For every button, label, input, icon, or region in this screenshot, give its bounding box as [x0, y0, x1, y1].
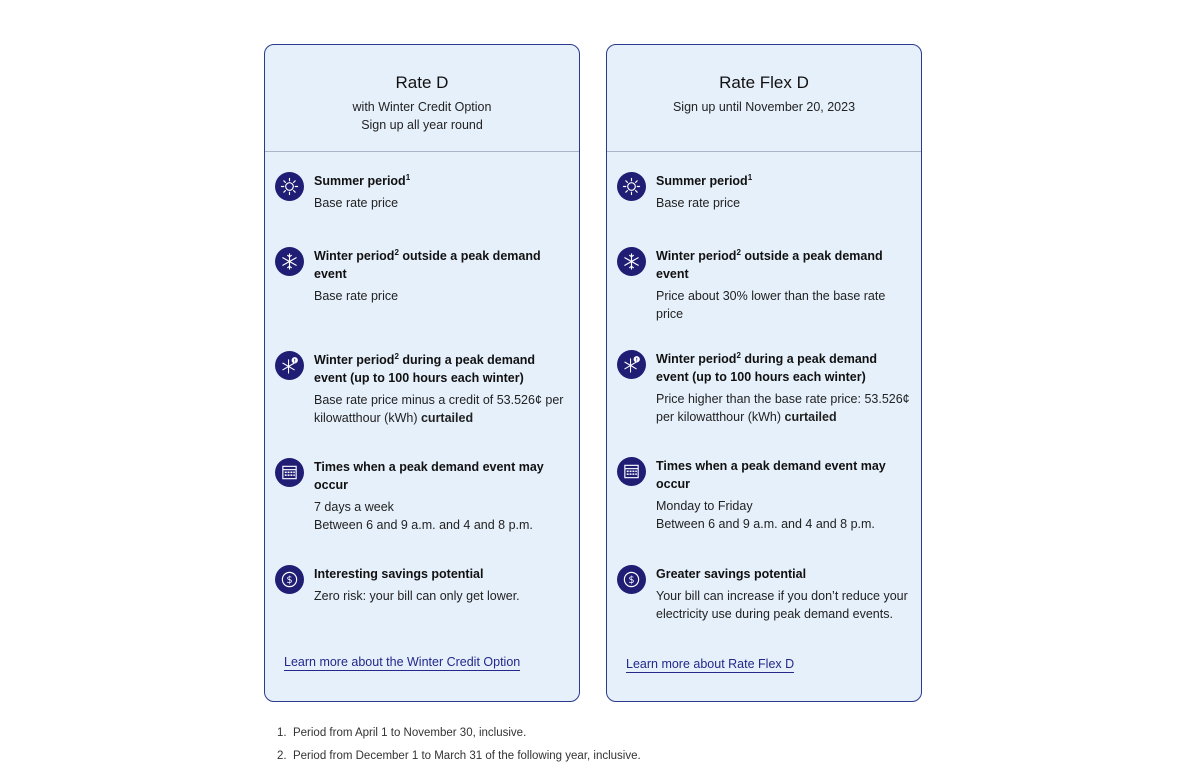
feature-title: Summer period$^1$ — [314, 172, 411, 188]
calendar-icon — [617, 457, 646, 486]
feature-winter-peak — [275, 351, 571, 427]
feature-summer — [617, 172, 913, 212]
feature-winter-off-peak — [617, 247, 913, 323]
dollar-icon — [275, 565, 304, 594]
feature-summer — [275, 172, 571, 212]
card-title: Rate D — [395, 73, 449, 92]
card-subtitle: Sign up until November 20, 2023 — [672, 100, 856, 114]
feature-description: Base rate price minus a credit of 53.526¢ per kilowatthour (kWh) curtailed — [314, 393, 564, 425]
feature-peak-times — [275, 458, 571, 534]
rate-d-card — [264, 44, 580, 702]
feature-peak-times — [617, 457, 913, 533]
card-title: Rate Flex D — [719, 73, 809, 92]
feature-description: Price about 30% lower than the base rate price — [656, 289, 886, 321]
feature-title: Winter period$^2$ during a peak demand event (up to 100 hours each winter) — [656, 350, 878, 384]
feature-description: Your bill can increase if you don’t reduce your electricity use during peak demand events. — [656, 589, 908, 621]
feature-winter-peak — [617, 350, 913, 426]
card-subtitle: with Winter Credit Option — [352, 100, 492, 114]
feature-title: Greater savings potential — [656, 567, 807, 581]
feature-title: Times when a peak demand event may occur — [656, 459, 886, 491]
feature-description: 7 days a week Between 6 and 9 a.m. and 4 and 8 p.m. — [314, 500, 533, 532]
feature-description: Monday to Friday Between 6 and 9 a.m. and 4 and 8 p.m. — [656, 499, 875, 531]
feature-savings — [275, 565, 571, 605]
feature-description: Zero risk: your bill can only get lower. — [314, 589, 520, 603]
learn-more-winter-credit-link[interactable]: Learn more about the Winter Credit Option — [284, 655, 521, 669]
sun-icon — [617, 172, 646, 201]
feature-description: Base rate price — [656, 196, 741, 210]
card-header — [607, 45, 921, 152]
card-subtitle-secondary: Sign up all year round — [361, 118, 483, 132]
feature-description: Base rate price — [314, 289, 399, 303]
snowflake-icon — [275, 247, 304, 276]
rate-flex-d-card — [606, 44, 922, 702]
feature-description: Base rate price — [314, 196, 399, 210]
feature-winter-off-peak — [275, 247, 571, 305]
feature-description: Price higher than the base rate price: 53.526¢ per kilowatthour (kWh) curtailed — [656, 392, 910, 424]
footnote-1: 1. Period from April 1 to November 30, inclusive. — [277, 727, 527, 739]
calendar-icon — [275, 458, 304, 487]
feature-title: Winter period$^2$ during a peak demand event (up to 100 hours each winter) — [314, 351, 536, 385]
sun-icon — [275, 172, 304, 201]
snowflake-alert-icon — [275, 351, 304, 380]
learn-more-rate-flex-d-link[interactable]: Learn more about Rate Flex D — [626, 657, 795, 671]
card-header — [265, 45, 579, 152]
feature-title: Winter period$^2$ outside a peak demand event — [314, 247, 541, 281]
feature-title: Winter period$^2$ outside a peak demand event — [656, 247, 883, 281]
snowflake-alert-icon — [617, 350, 646, 379]
footnote-2: 2. Period from December 1 to March 31 of the following year, inclusive. — [277, 750, 641, 762]
feature-savings — [617, 565, 913, 623]
snowflake-icon — [617, 247, 646, 276]
dollar-icon — [617, 565, 646, 594]
footnotes — [277, 722, 641, 768]
feature-title: Interesting savings potential — [314, 567, 484, 581]
feature-title: Summer period$^1$ — [656, 172, 753, 188]
feature-title: Times when a peak demand event may occur — [314, 460, 544, 492]
